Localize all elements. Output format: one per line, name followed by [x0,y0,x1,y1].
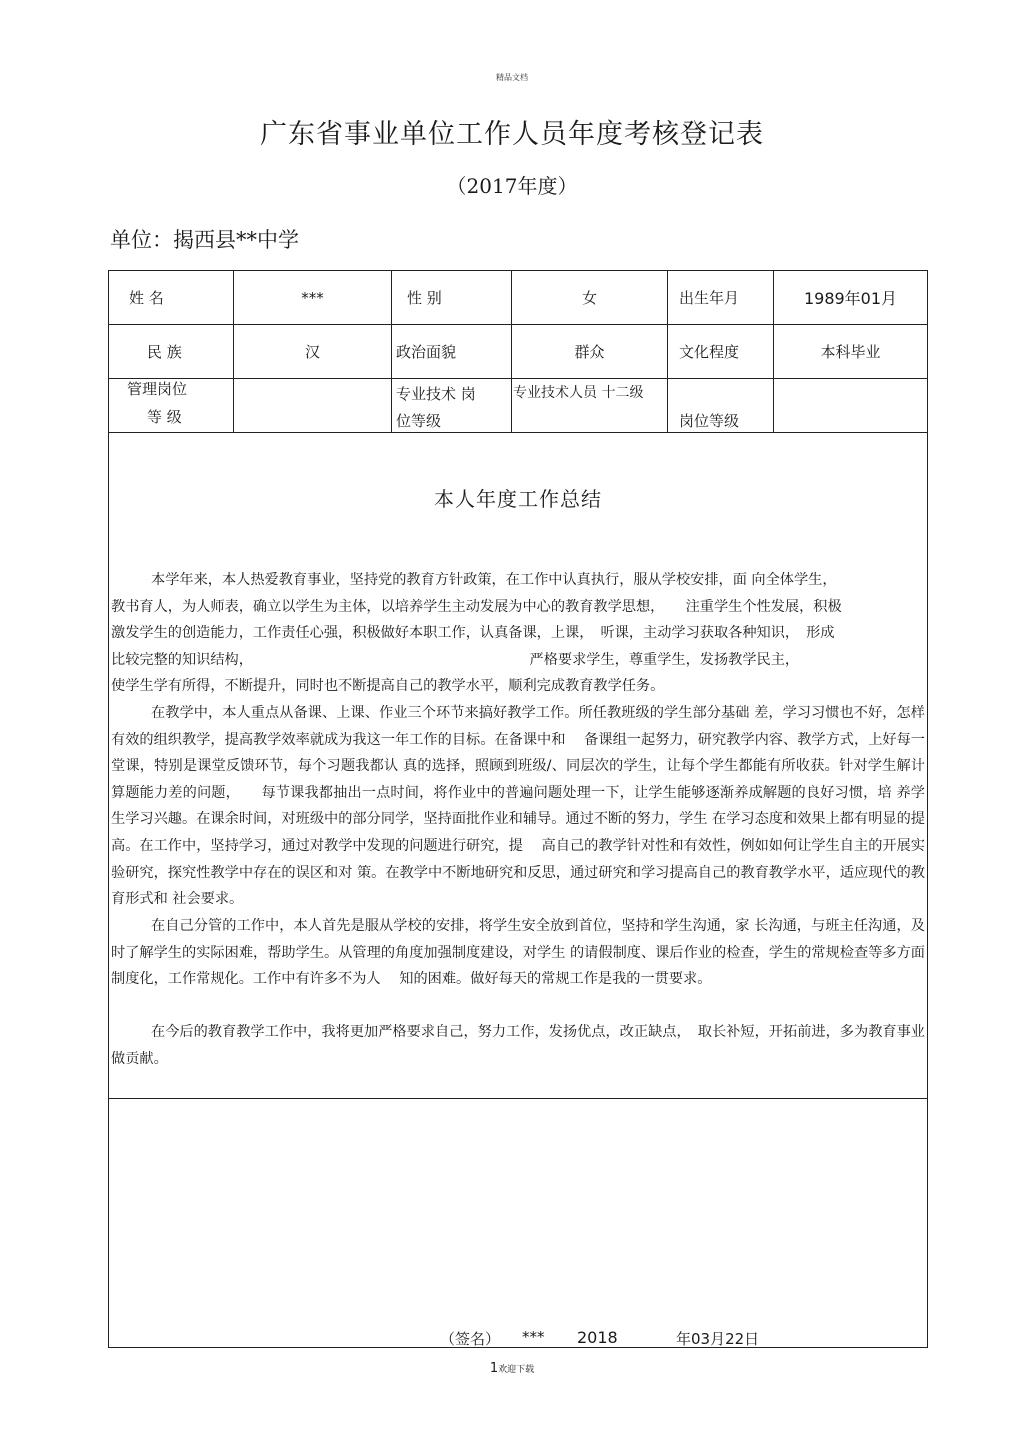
page-header-note: 精品文档 [496,73,528,82]
signature-label: （签名） [440,1330,501,1348]
name-label: 姓 名 [129,289,164,307]
political-value: 群众 [574,343,605,361]
mgmt-level-label-2: 等 级 [147,407,182,426]
column-divider [667,271,668,432]
footer-note: 欢迎下载 [498,1365,535,1375]
tech-level-label-2: 位等级 [396,411,442,430]
summary-paragraph-4: 在今后的教育教学工作中，我将更加严格要求自己，努力工作，发扬优点，改正缺点， 取长补短，开拓前进，多为教育事业做贡献。 [111,1024,925,1067]
gender-value: 女 [581,289,597,307]
education-value: 本科毕业 [820,343,881,361]
political-label: 政治面貌 [396,343,457,361]
birth-label: 出生年月 [679,289,740,307]
tech-level-label: 专业技术 岗 [396,384,476,403]
work-unit: 单位：揭西县**中学 [110,228,299,252]
tech-level-value: 专业技术人员 十二级 [513,385,644,401]
name-value: *** [301,288,324,307]
column-divider [391,271,392,432]
ethnicity-value: 汉 [304,343,320,361]
birth-value: 1989年01月 [803,289,898,308]
summary-paragraph-3: 在自己分管的工作中，本人首先是服从学校的安排，将学生安全放到首位，坚持和学生沟通，家 长沟通，与班主任沟通，及时了解学生的实际困难，帮助学生。从管理的角度加强制度建设，对学生 的请假制度、课后作业的检查，学生的常规检查等多方面制度化，工作常规化。工作中有许多不为人 知的困难。做好每天的常规工作是我的一贯要求。 [111,918,925,988]
summary-line: 本学年来，本人热爱教育事业，坚持党的教育方针政策，在工作中认真执行，服从学校安排，面 向全体学生， [151,572,837,588]
mgmt-level-label: 管理岗位 [127,379,188,398]
signature-year: 2018 [577,1328,618,1347]
signature-date: 年03月22日 [676,1330,760,1348]
summary-line: 比较完整的知识结构， 严格要求学生，尊重学生，发扬教学民主， [111,651,800,668]
summary-paragraph-2: 在教学中，本人重点从备课、上课、作业三个环节来搞好教学工作。所任教班级的学生部分基础 差，学习习惯也不好，怎样有效的组织教学，提高教学效率就成为我这一年工作的目标。在备课中和 备课组一起努力，研究教学内容、教学方式，上好每一堂课，特别是课堂反馈环节，每个习题我都认 真的选择，照顾到班级/、同层次的学生，让每个学生都能有所收获。针对学生解计算题能力差的问题， 每节课我都抽出一点时间，将作业中的普遍问题处理一下，让学生能够逐渐养成解题的良好习惯，培 养学生学习兴趣。在课余时间，对班级中的部分同学，坚持面批作业和辅导。通过不断的努力，学生 在学习态度和效果上都有明显的提高。在工作中，坚持学习，通过对教学中发现的问题进行研究，提 高自己的教学针对性和有效性，例如如何让学生自主的开展实验研究，探究性教学中存在的误区和对 策。在教学中不断地研究和反思，通过研究和学习提高自己的教育教学水平，适应现代的教育形式和 社会要求。 [111,705,925,908]
education-label: 文化程度 [679,343,740,361]
row-divider [109,432,927,433]
row-divider [109,1098,927,1099]
summary-line: 使学生学有所得，不断提升，同时也不断提高自己的教学水平，顺利完成教育教学任务。 [111,678,665,695]
summary-line: 激发学生的创造能力，工作责任心强，积极做好本职工作，认真备课，上课， 听课，主动学习获取各种知识， 形成 [111,625,835,642]
appraisal-form-table [108,270,928,1348]
page-number: 1 [489,1361,499,1376]
summary-paragraph-1 [109,567,927,700]
post-level-label: 岗位等级 [679,411,740,430]
ethnicity-label: 民 族 [147,343,182,361]
signature-name: *** [522,1328,545,1346]
page-footer [0,1361,1024,1376]
post-level-value [774,379,927,432]
summary-line: 教书育人，为人师表，确立以学生为主体，以培养学生主动发展为中心的教育教学思想， 注重学生个性发展，积极 [111,598,842,615]
summary-heading: 本人年度工作总结 [434,487,602,511]
form-title: 广东省事业单位工作人员年度考核登记表 [260,119,764,150]
mgmt-level-value [234,379,391,432]
form-subtitle: （2017年度） [446,174,578,198]
gender-label: 性 别 [407,289,442,307]
